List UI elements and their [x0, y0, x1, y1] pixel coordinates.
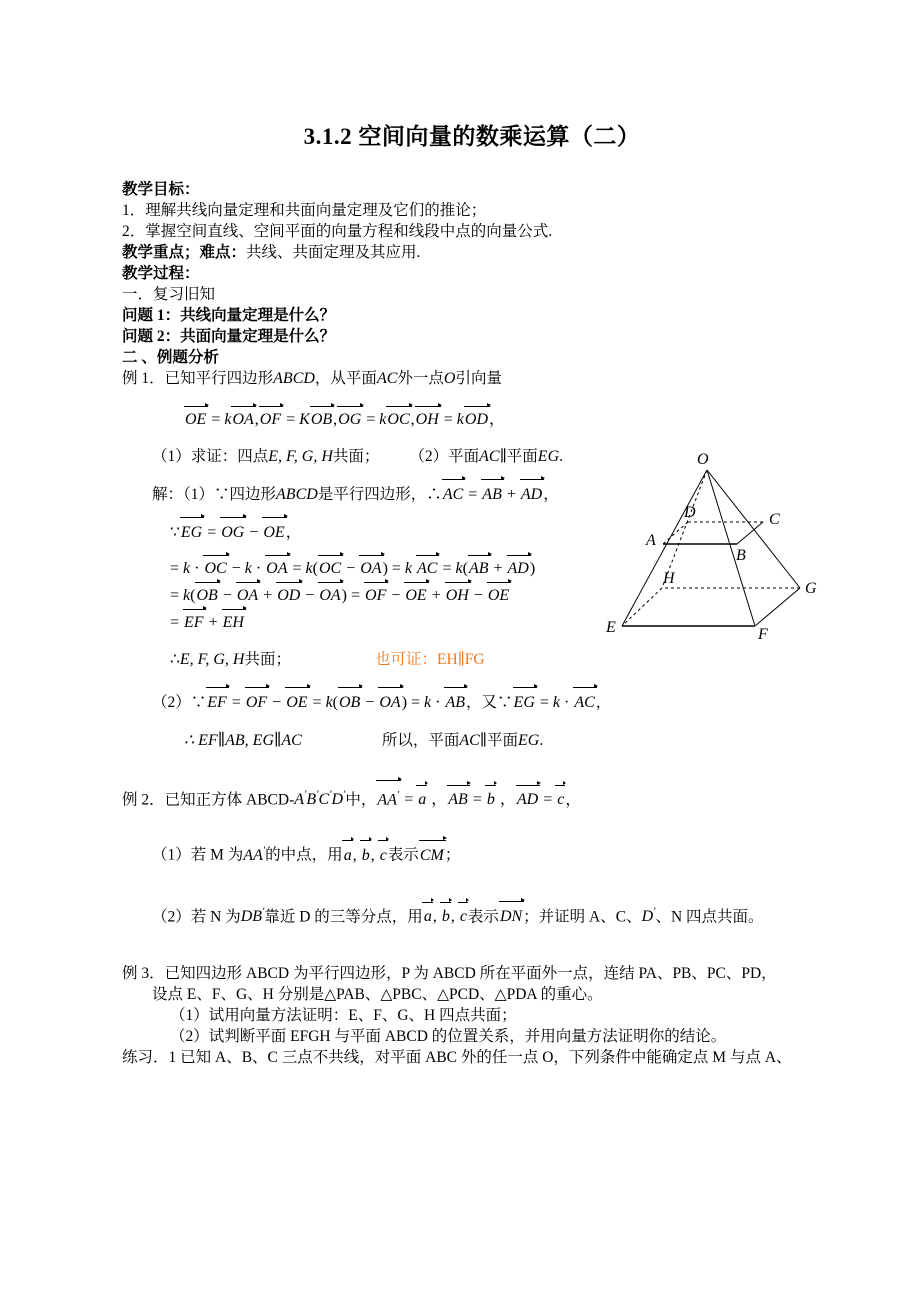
part2-formula-a: EF = OF − OE = k(OB − OA) = k · AB [207, 694, 466, 711]
vertex-label-B: B [736, 547, 746, 564]
q1-express: 表示 [387, 846, 419, 864]
question-2: 问题 2：共面向量定理是什么？ [122, 328, 336, 345]
example2-tail: ， [565, 791, 581, 809]
q2-d-prime: D' [641, 905, 656, 925]
q2-express: 表示 [467, 907, 499, 925]
q1-cm-vector: CM [419, 846, 444, 864]
focus-difficulty-line [122, 242, 822, 263]
part2-lead: （2）∵ [152, 694, 207, 711]
example2-mid: 中， [345, 791, 377, 809]
example1-ask1-text: 四点 [237, 448, 269, 465]
vertex-label-G: G [805, 580, 817, 597]
vertex-label-E: E [606, 619, 616, 636]
sol1-formula: AC = AB + AD [442, 486, 543, 503]
sol2-lead: ∵ [170, 524, 180, 541]
example1-ask2-parallel-symbol: ∥ [499, 448, 507, 465]
example3-line3: （1）试用向量方法证明：E、F、G、H 四点共面； [170, 1006, 517, 1024]
sol1-mid: 是平行四边形，∴ [317, 486, 442, 503]
part2-ac: AC [459, 732, 480, 749]
pyramid-diagram [600, 448, 820, 663]
part2-formula-b: EG = k · AC [513, 694, 595, 711]
example1-stem-suffix: 引向量 [455, 370, 502, 387]
part2-eg: EG [517, 732, 540, 749]
sol2-tail: ， [285, 524, 302, 541]
edge-DA-hidden [663, 522, 688, 544]
example1-part2-line1 [122, 692, 822, 713]
sol1-tail: ， [543, 486, 559, 503]
example1-stem-mid: ，从平面 [314, 370, 377, 387]
q2-basis-vectors: a, b, c [423, 907, 467, 925]
example3-line1: 例 3．已知四边形 ABCD 为平行四边形，P 为 ABCD 所在平面外一点，连结 PA、PB、PC、PD， [122, 964, 777, 982]
part-two-heading: 二 、例题分析 [122, 349, 219, 366]
conclusion-points: E, F, G, H [179, 651, 245, 668]
part2-plane-label: 平面 [486, 732, 518, 749]
alternative-proof-note: 也可证：EH∥FG [374, 651, 485, 668]
example1-ask2-ac: AC [479, 448, 500, 465]
edge-OE [622, 470, 707, 626]
exercise-line1: 练习．1 已知 A、B、C 三点不共线，对平面 ABC 外的任一点 O，下列条件中能确定点 M 与点 A、 [122, 1048, 792, 1066]
example1-stem-mid2: 外一点 [397, 370, 444, 387]
edge-HE-hidden [622, 588, 662, 626]
example1-stem-prefix: 例 1．已知平行四边形 [122, 370, 274, 387]
example1-given-formula: OE = kOA,OF = KOB,OG = kOC,OH = kOD， [185, 411, 506, 428]
part-one-heading: 一．复习旧知 [122, 286, 216, 303]
example1-ask2-eg: EG [537, 448, 560, 465]
part2-so-label: 所以，平面 [381, 732, 460, 749]
process-heading: 教学过程： [122, 265, 200, 282]
example1-solution-line4: = k(OB − OA + OD − OA) = OF − OE + OH − OE [170, 587, 510, 604]
question-1: 问题 1：共线向量定理是什么？ [122, 307, 336, 324]
q2-db-prime: DB' [240, 905, 265, 925]
q2-prefix: （2）若 N 为 [152, 907, 241, 925]
vertex-label-H: H [663, 570, 675, 587]
vertex-label-F: F [758, 626, 768, 643]
part2-parallel-symbol: ∥ [479, 732, 487, 749]
example3-line4: （2）试判断平面 EFGH 与平面 ABCD 的位置关系，并用向量方法证明你的结论。 [170, 1027, 727, 1045]
objective-item-1: 1．理解共线向量定理和共面向量定理及它们的推论； [122, 202, 487, 219]
part2-period: . [539, 732, 544, 749]
example1-ask1-label: （1）求证： [152, 448, 238, 465]
example1-ask1-tail: 共面； [332, 448, 380, 465]
edge-FG [755, 588, 800, 626]
example2-vectors: AA' = a ，AB = b ，AD = c [376, 791, 565, 808]
sol1-prefix: 解：（1）∵四边形 [152, 486, 277, 503]
vertex-label-O: O [697, 451, 709, 468]
vertex-label-D: D [684, 504, 696, 521]
example1-ask1-points: E, F, G, H [268, 448, 333, 465]
example1-ask2-label: （2）平面 [409, 448, 480, 465]
part2-tail: ， [595, 694, 612, 711]
pyramid-svg [600, 448, 820, 663]
vertex-label-C: C [769, 511, 780, 528]
q1-aa-prime: AA' [243, 844, 266, 864]
page-title: 3.1.2 空间向量的数乘运算（二） [303, 124, 641, 149]
sol1-abcd: ABCD [276, 486, 318, 503]
focus-text: 共线、共面定理及其应用. [246, 244, 421, 261]
sol2-formula: EG = OG − OE [180, 524, 285, 541]
example1-solution-line5: = EF + EH [170, 614, 244, 631]
q1-prefix: （1）若 M 为 [152, 846, 244, 864]
q2-dn-vector: DN [499, 907, 523, 925]
part2-parallel-result: ∴ EF∥AB, EG∥AC [184, 732, 302, 749]
example1-ask2-tail: . [559, 448, 563, 465]
vertex-label-A: A [646, 532, 656, 549]
example2-prefix: 例 2．已知正方体 ABCD- [122, 791, 295, 809]
q1-basis-vectors: a, b, c [343, 846, 387, 864]
example3-line2: 设点 E、F、G、H 分别是△PAB、△PBC、△PCD、△PDA 的重心。 [152, 985, 603, 1003]
example2-stem [122, 785, 822, 810]
example1-ask2-plane: 平面 [506, 448, 538, 465]
focus-label: 教学重点；难点： [122, 244, 247, 261]
example1-part2-conclusion [122, 730, 822, 751]
q2-mid: 靠近 D 的三等分点，用 [264, 907, 423, 925]
q1-mid: 的中点，用 [265, 846, 343, 864]
example1-o: O [443, 370, 456, 387]
conclusion-text: 共面； [244, 651, 291, 668]
objectives-heading: 教学目标： [122, 181, 200, 198]
example2-question-2 [122, 902, 822, 927]
example1-stem [122, 368, 822, 389]
q1-tail: ； [444, 846, 461, 864]
example1-abcd: ABCD [273, 370, 315, 387]
edge-OF [707, 470, 755, 626]
example2-cube-name: A'B'C'D' [294, 789, 346, 809]
part2-mid: ，又∵ [466, 694, 513, 711]
objective-item-2: 2．掌握空间直线、空间平面的向量方程和线段中点的向量公式. [122, 223, 553, 240]
q2-end: 、N 四点共面。 [655, 907, 764, 925]
q2-tail: ；并证明 A、C、 [523, 907, 642, 925]
conclusion-therefore: ∴ [170, 651, 180, 668]
example1-ac: AC [376, 370, 398, 387]
edge-OG [707, 470, 800, 588]
example2-question-1 [122, 840, 822, 865]
example1-solution-line3: = k · OC − k · OA = k(OC − OA) = k AC = k(AB + AD) [170, 560, 536, 577]
